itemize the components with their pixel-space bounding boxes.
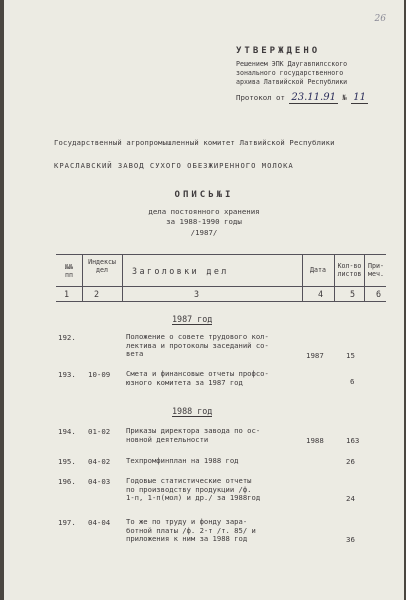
row-title-line: 1-п, 1-п(мол) и др./ за 1988год: [126, 493, 261, 503]
section-heading: [172, 406, 212, 417]
row-number: 193.: [58, 370, 76, 379]
row-title-line: лектива и протоколы заседаний со-: [126, 340, 269, 350]
header-title: Заголовки дел: [132, 266, 229, 276]
factory-name: КРАСЛАВСКИЙ ЗАВОД СУХОГО ОБЕЗЖИРЕННОГО МОЛОКА: [54, 161, 294, 170]
table-colnum-rule: [56, 301, 386, 302]
row-title-line: Годовые статистические отчеты: [126, 476, 252, 485]
table-top-rule: [56, 254, 386, 255]
section-year: 1988 год: [172, 406, 213, 416]
column-divider: [122, 254, 123, 301]
row-title: [126, 333, 269, 359]
page-number: 26: [374, 14, 386, 24]
approval-text: [236, 60, 347, 87]
section-heading: [172, 314, 212, 325]
row-index: 04-02: [88, 457, 111, 466]
row-sheet-count: 163: [346, 436, 360, 445]
row-title-line: новной деятельности: [126, 434, 209, 444]
row-number: 195.: [58, 457, 76, 466]
section-year: 1987 год: [172, 314, 213, 324]
approval-line: архива Латвийской Республики: [236, 78, 348, 86]
header-date: Дата: [310, 266, 326, 274]
row-index: 04-03: [88, 477, 111, 486]
row-title: [126, 477, 260, 503]
header-count-line: Кол-во: [337, 262, 362, 270]
column-number: 2: [94, 289, 100, 299]
row-title-line: Техпромфинплан на 1988 год: [126, 456, 239, 465]
ministry-name: Государственный агропромышленный комитет Латвийской Республики: [54, 138, 335, 147]
row-title-line: Смета и финансовые отчеты профсо-: [126, 369, 269, 378]
row-title-line: ботной платы /ф. 2-т /т. 85/ и: [126, 525, 256, 535]
approval-line: зонального государственного: [236, 69, 344, 77]
inventory-years: за 1988-1990 годы: [166, 217, 242, 226]
row-title-line: То же по труду и фонду зара-: [126, 517, 248, 526]
row-title: [126, 427, 260, 444]
row-number: 196.: [58, 477, 76, 486]
row-title-line: юзного комитета за 1987 год: [126, 377, 243, 387]
header-index: [83, 258, 121, 274]
row-index: 01-02: [88, 427, 111, 436]
column-number: 5: [350, 289, 356, 299]
row-title: [126, 370, 269, 387]
header-no-line: пп: [65, 271, 73, 279]
column-number: 6: [376, 289, 382, 299]
row-title-line: по производству продукции /ф.: [126, 484, 252, 494]
row-date: 1988: [306, 436, 324, 445]
row-title-line: Приказы директора завода по ос-: [126, 426, 261, 435]
column-number: 4: [318, 289, 324, 299]
row-index: 10-09: [88, 370, 111, 379]
row-title-line: Положение о совете трудового кол-: [126, 332, 269, 341]
row-title: [126, 457, 239, 466]
protocol-line: [236, 92, 368, 105]
row-sheet-count: 15: [346, 351, 355, 360]
header-count-line: листов: [337, 270, 362, 278]
row-date: 1987: [306, 351, 324, 360]
row-sheet-count: 6: [350, 377, 355, 386]
row-number: 192.: [58, 333, 76, 342]
row-sheet-count: 26: [346, 457, 355, 466]
row-sheet-count: 24: [346, 494, 355, 503]
inventory-title: ОПИСЬ№I: [174, 190, 234, 200]
header-no-line: №№: [65, 263, 73, 271]
header-note-line: При-: [368, 262, 384, 270]
row-sheet-count: 36: [346, 535, 355, 544]
header-note-line: меч.: [368, 270, 384, 278]
approval-title: УТВЕРЖДЕНО: [236, 46, 321, 56]
row-number: 194.: [58, 427, 76, 436]
protocol-label: Протокол от: [236, 93, 285, 102]
protocol-number-label: №: [342, 93, 347, 102]
inventory-subtitle: дела постоянного хранения: [148, 207, 260, 216]
row-index: 04-04: [88, 518, 111, 527]
column-divider: [302, 254, 303, 301]
row-number: 197.: [58, 518, 76, 527]
approval-line: Решением ЭПК Даугавпилсского: [236, 60, 348, 68]
column-number: 1: [64, 289, 70, 299]
protocol-date: 23.11.91: [291, 92, 336, 103]
header-index-line: Индексы: [88, 258, 116, 266]
inventory-extra-year: /1987/: [190, 228, 218, 237]
row-title-line: приложения к ним за 1988 год: [126, 534, 248, 544]
header-note: [365, 262, 387, 278]
header-index-line: дел: [96, 266, 108, 274]
table-header-rule: [56, 286, 386, 287]
row-title: [126, 518, 256, 544]
protocol-number: 11: [353, 92, 367, 103]
header-no: [57, 263, 81, 279]
archive-inventory-page: [4, 0, 404, 600]
row-title-line: вета: [126, 349, 144, 359]
header-count: [335, 262, 364, 278]
column-number: 3: [194, 289, 200, 299]
